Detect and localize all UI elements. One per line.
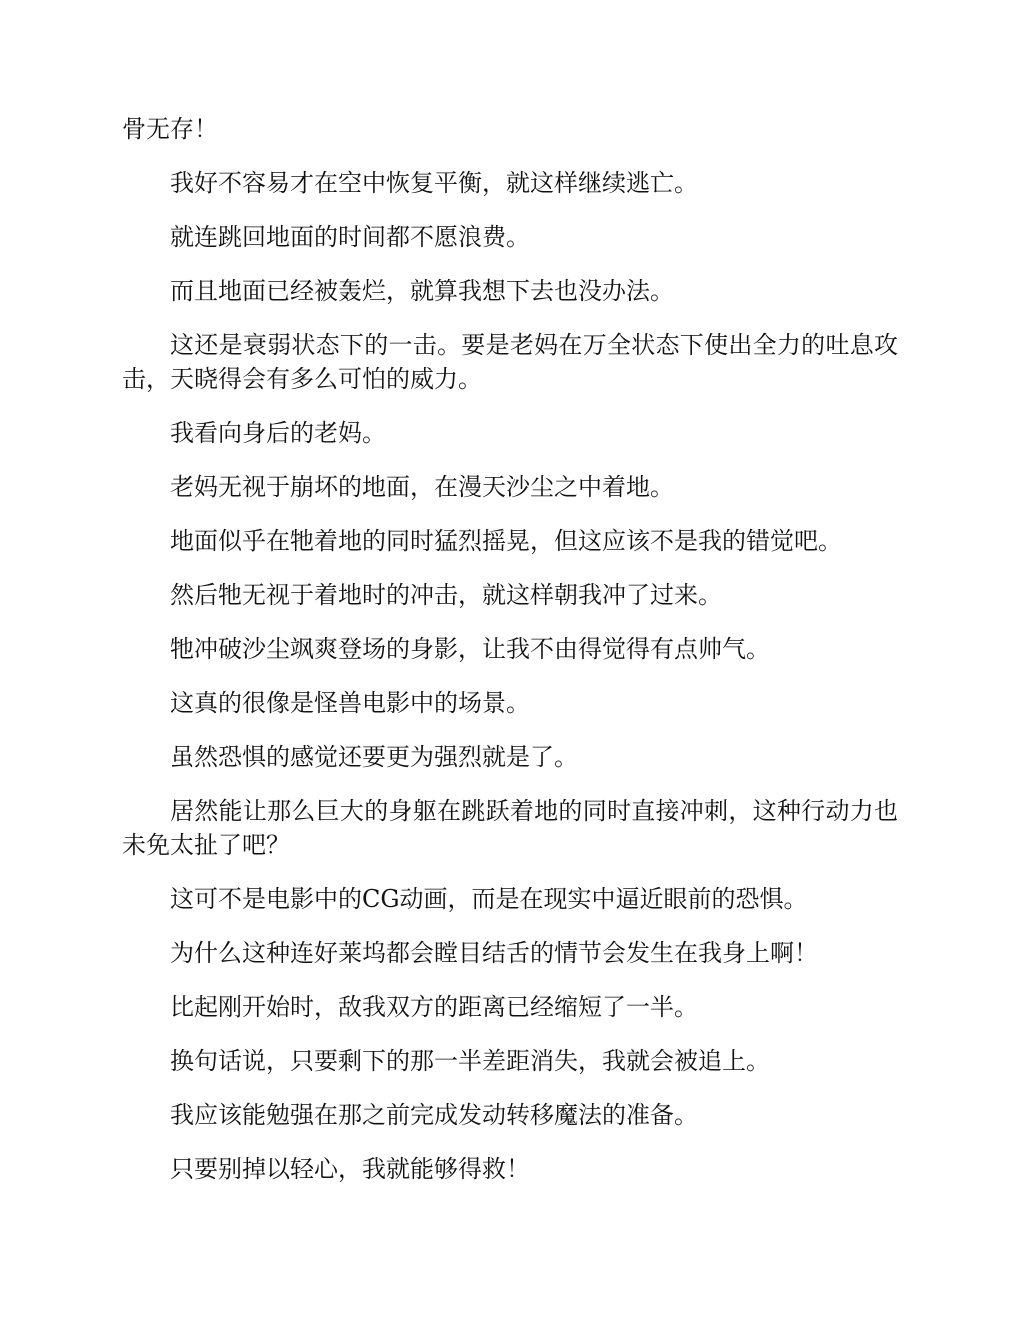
paragraph: 比起刚开始时，敌我双方的距离已经缩短了一半。 (170, 993, 698, 1021)
paragraph: 老妈无视于崩坏的地面，在漫天沙尘之中着地。 (170, 473, 674, 501)
body-text (122, 112, 898, 1206)
paragraph: 这真的很像是怪兽电影中的场景。 (170, 689, 530, 717)
paragraph: 我好不容易才在空中恢复平衡，就这样继续逃亡。 (170, 169, 698, 197)
paragraph: 只要别掉以轻心，我就能够得救！ (170, 1155, 530, 1183)
paragraph: 换句话说，只要剩下的那一半差距消失，我就会被追上。 (170, 1047, 770, 1075)
paragraph: 这可不是电影中的CG动画，而是在现实中逼近眼前的恐惧。 (170, 885, 808, 913)
paragraph: 骨无存！ (122, 115, 218, 143)
paragraph: 地面似乎在牠着地的同时猛烈摇晃，但这应该不是我的错觉吧。 (170, 527, 842, 555)
paragraph: 牠冲破沙尘飒爽登场的身影，让我不由得觉得有点帅气。 (170, 635, 770, 663)
paragraph: 这还是衰弱状态下的一击。要是老妈在万全状态下使出全力的吐息攻击，天晓得会有多么可怕的威力。 (122, 331, 898, 393)
paragraph: 居然能让那么巨大的身躯在跳跃着地的同时直接冲刺，这种行动力也未免太扯了吧？ (122, 797, 898, 859)
paragraph: 我看向身后的老妈。 (170, 419, 386, 447)
paragraph: 虽然恐惧的感觉还要更为强烈就是了。 (170, 743, 578, 771)
paragraph: 而且地面已经被轰烂，就算我想下去也没办法。 (170, 277, 674, 305)
paragraph: 就连跳回地面的时间都不愿浪费。 (170, 223, 530, 251)
paragraph: 然后牠无视于着地时的冲击，就这样朝我冲了过来。 (170, 581, 722, 609)
paragraph: 我应该能勉强在那之前完成发动转移魔法的准备。 (170, 1101, 698, 1129)
paragraph: 为什么这种连好莱坞都会瞠目结舌的情节会发生在我身上啊！ (170, 939, 818, 967)
